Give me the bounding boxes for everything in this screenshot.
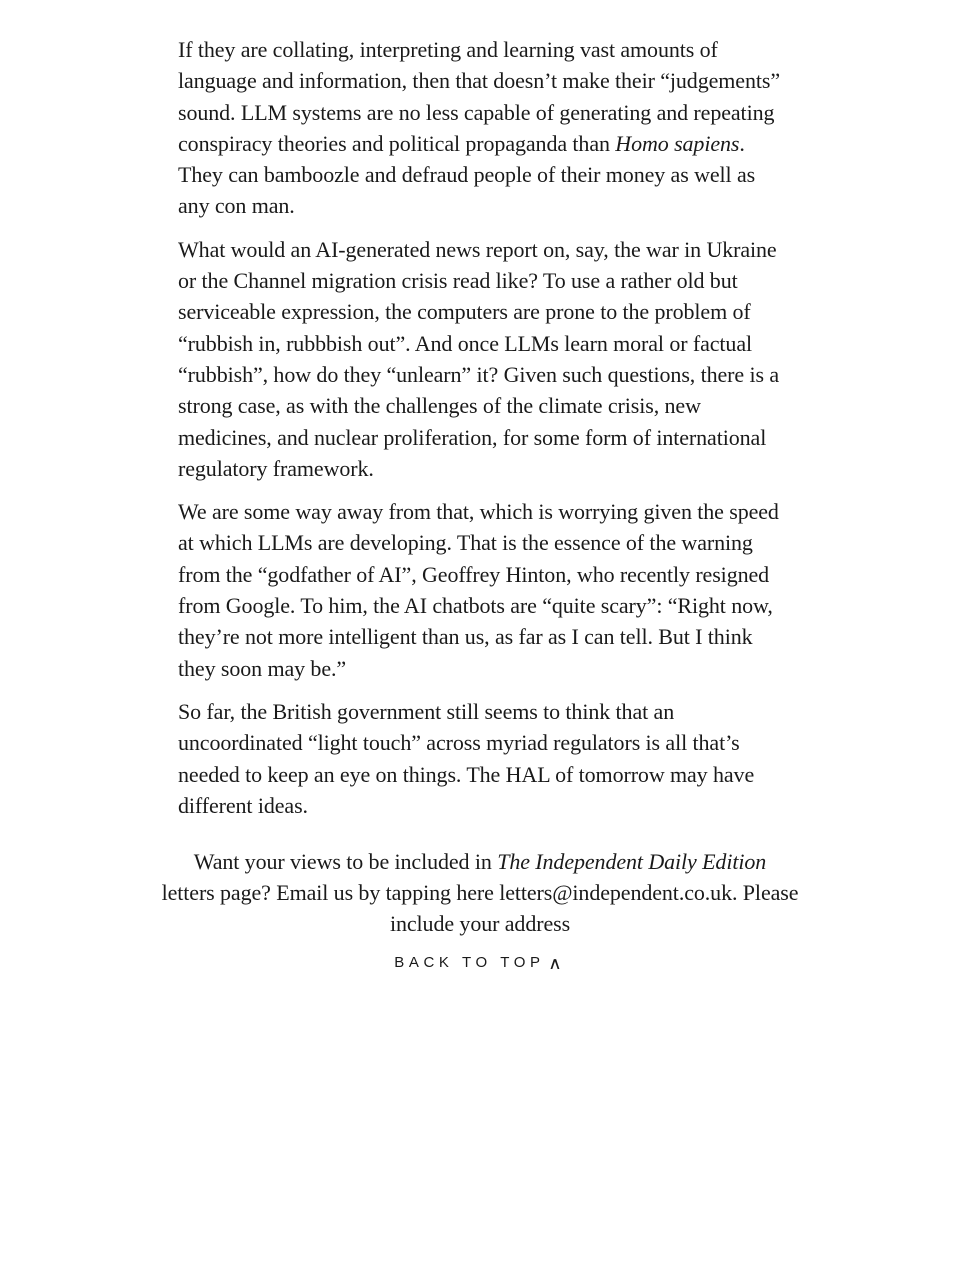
callout-text: Want your views to be included in — [193, 849, 498, 874]
paragraph-text: If they are collating, interpreting and learning vast amounts of language and information, then that doesn’t make their “judgements” sound. LLM systems are no less capable of generating and repeating conspiracy theories and political propaganda than — [178, 37, 780, 156]
article-paragraph-4: So far, the British government still seems to think that an uncoordinated “light touch” across myriad regulators is all that’s needed to keep an eye on things. The HAL of tomorrow may have different ideas. — [178, 698, 755, 818]
callout-text: letters page? Email us by tapping here — [161, 880, 500, 905]
letters-callout — [150, 846, 810, 939]
article-paragraph-2: What would an AI-generated news report on, say, the war in Ukraine or the Channel migration crisis read like? To use a rather old but serviceable expression, the computers are prone to the problem of “rubbish in, rubbbish out”. And once LLMs learn moral or factual “rubbish”, how do they “unlearn” it? Given such questions, there is a strong case, as with the challenges of the climate crisis, new medicines, and nuclear proliferation, for some form of international regulatory framework. — [178, 236, 779, 481]
caret-up-icon: ∧ — [547, 954, 567, 973]
italic-term: Homo sapiens — [615, 130, 740, 156]
callout-text: . Please include your address — [389, 880, 799, 936]
back-to-top-button[interactable] — [380, 952, 580, 972]
article-paragraph-3: We are some way away from that, which is worrying given the speed at which LLMs are developing. That is the essence of the warning from the “godfather of AI”, Geoffrey Hinton, who recently resigned from Google. To him, the AI chatbots are “quite scary”: “Right now, they’re not more intelligent than us, as far as I can tell. But I think they soon may be.” — [178, 499, 779, 681]
publication-name: The Independent Daily Edition — [497, 849, 767, 874]
paragraph-text: . They can bamboozle and defraud people of their money as well as any con man. — [178, 130, 756, 219]
article-body — [178, 34, 790, 833]
back-to-top-label: BACK TO TOP — [394, 954, 545, 971]
email-link[interactable]: letters@independent.co.uk — [499, 880, 732, 905]
article-paragraph-1 — [178, 34, 790, 222]
